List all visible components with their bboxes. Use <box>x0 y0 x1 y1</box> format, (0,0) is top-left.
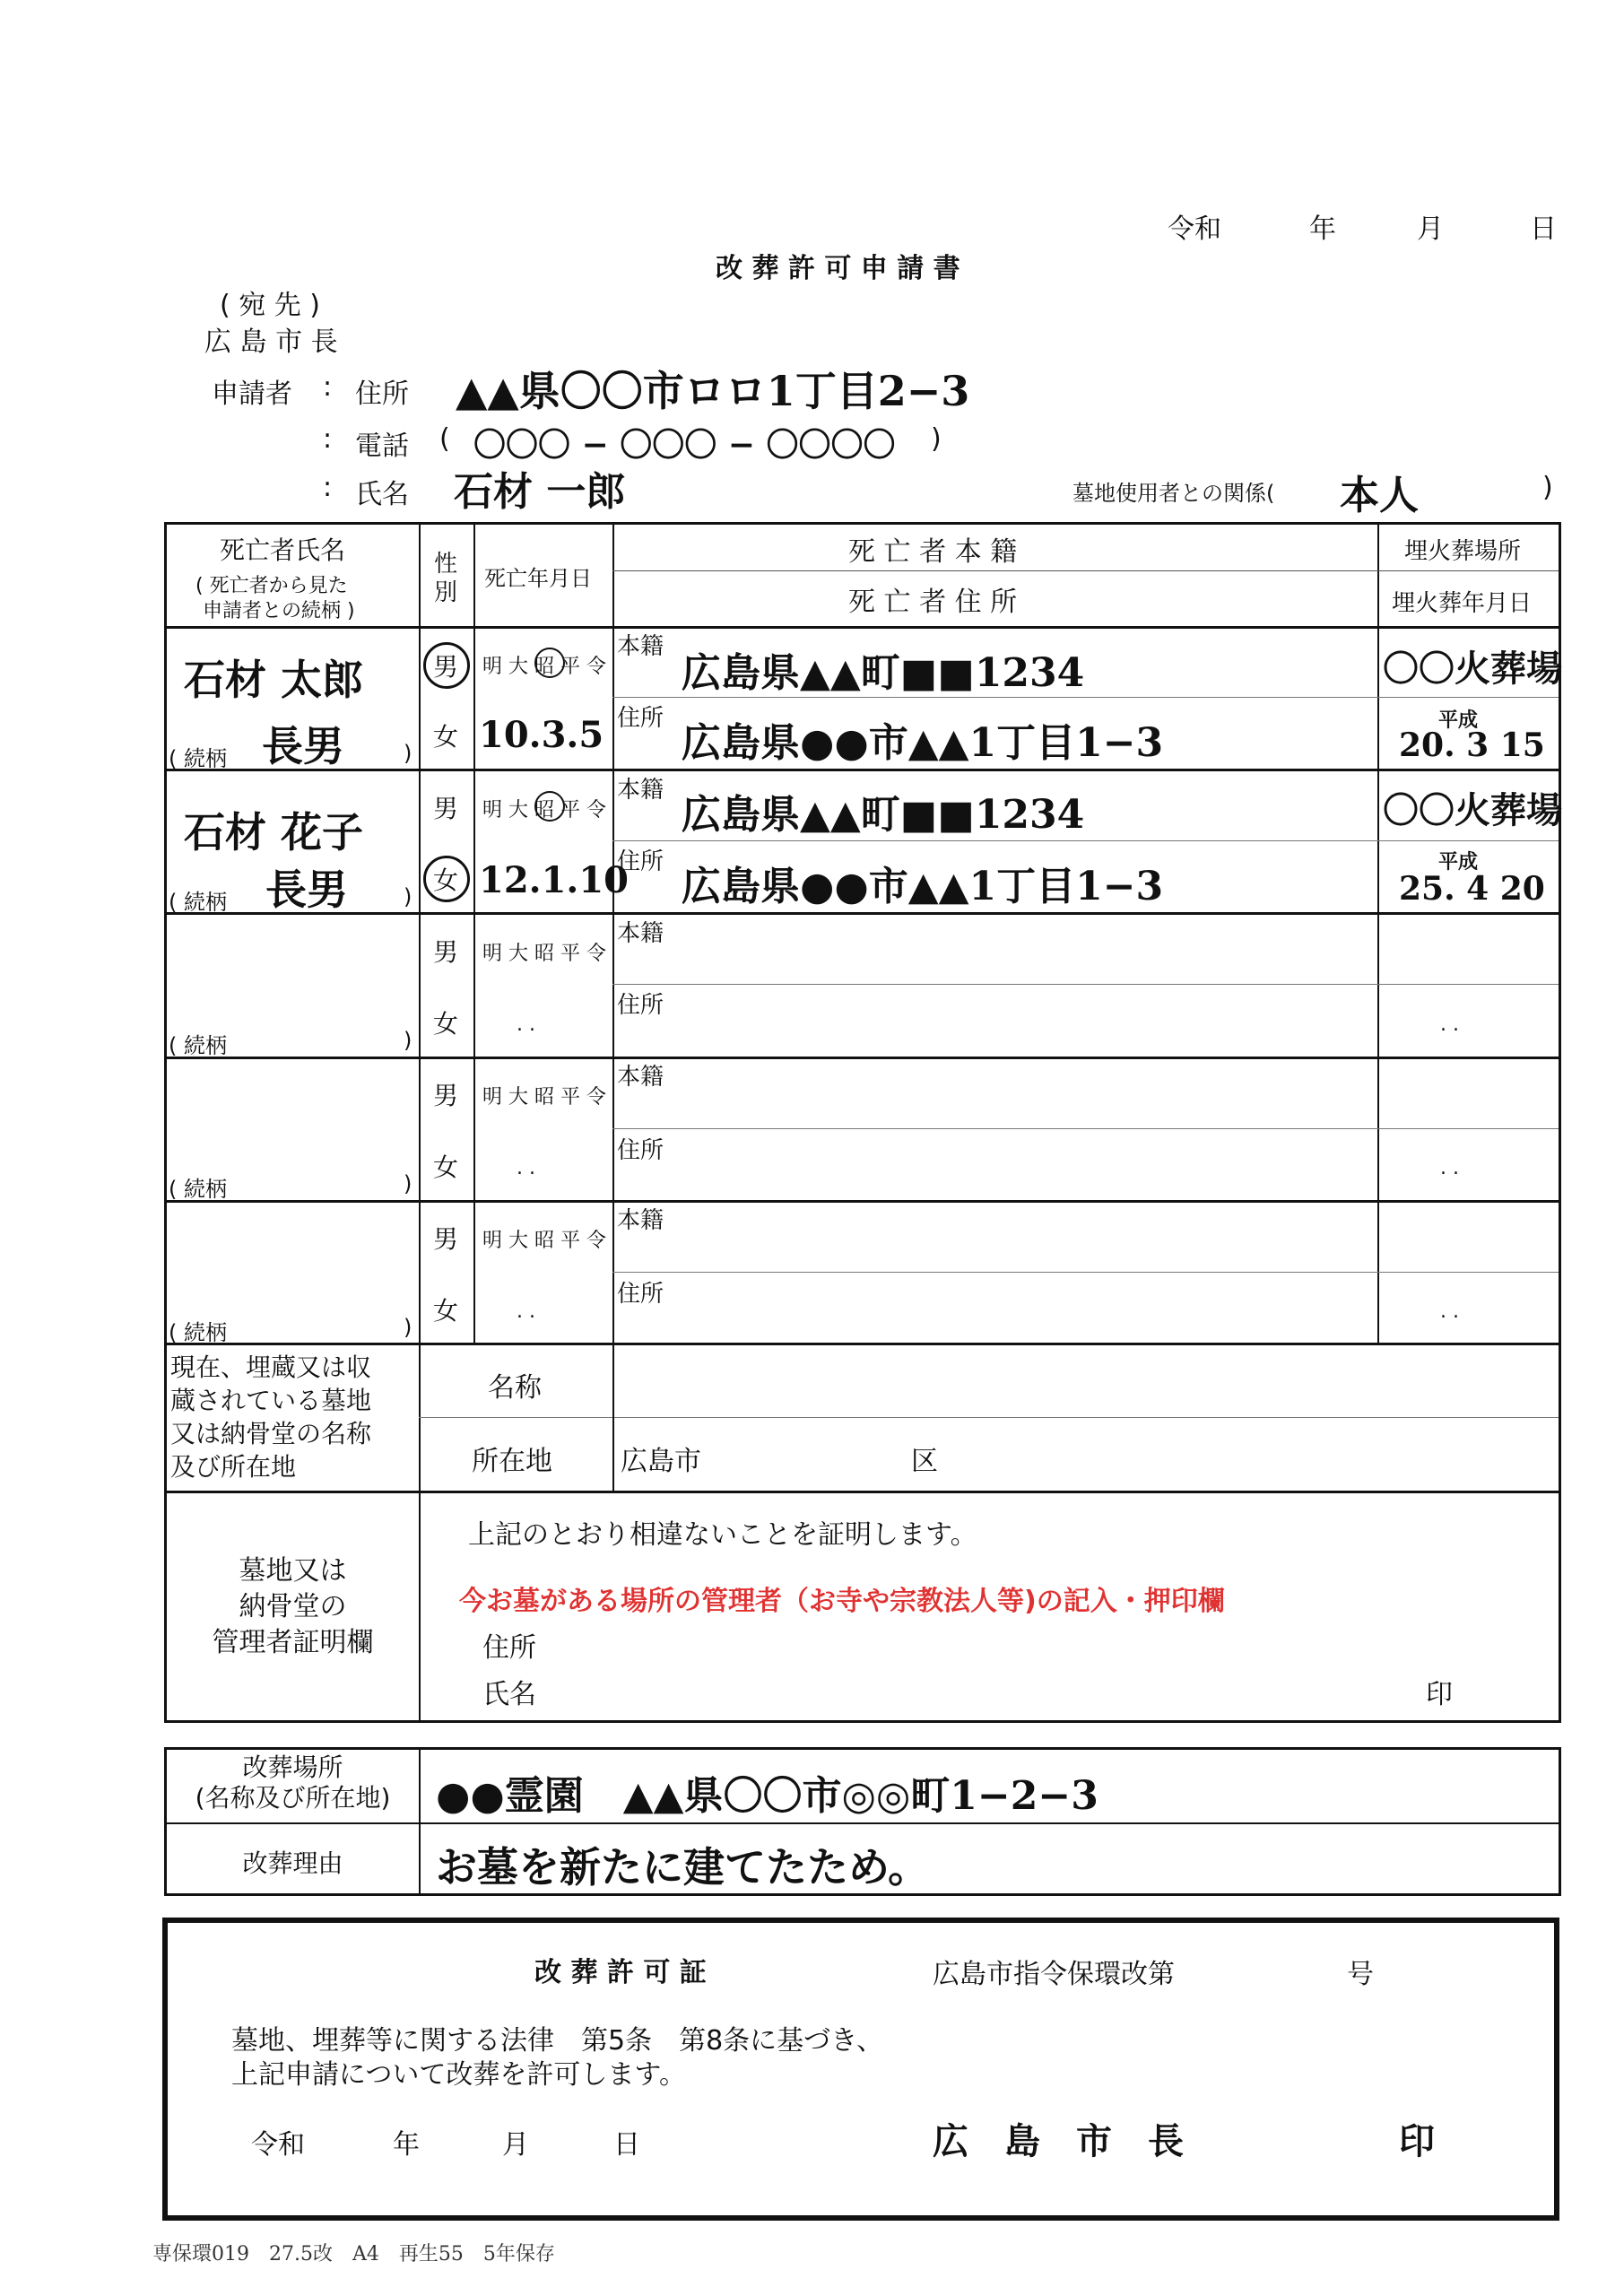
era-options: 明 大 昭 平 令 <box>482 1230 606 1252</box>
honseki-value: 広島県▲▲町■■1234 <box>682 792 1085 838</box>
current-grave-city: 広島市 <box>621 1446 701 1477</box>
burial-date-dots: . . <box>1440 1300 1459 1323</box>
death-date-value: 10.3.5 <box>479 714 604 756</box>
colon: : <box>323 371 333 403</box>
phone-close-paren: ) <box>931 423 942 455</box>
permit-title: 改 葬 許 可 証 <box>534 1957 707 1988</box>
death-date-value: 12.1.10 <box>479 859 630 901</box>
sex-male: 男 <box>433 652 459 682</box>
era-options: 明 大 昭 平 令 <box>482 799 606 822</box>
relation-suffix: ) <box>404 884 413 909</box>
relation-prefix: ( 続柄 <box>169 1033 227 1058</box>
applicant-label: 申請者 <box>212 378 292 410</box>
date-day: 日 <box>1530 213 1557 245</box>
sex-male: 男 <box>433 794 459 823</box>
manager-seal: 印 <box>1426 1679 1453 1710</box>
relation-close-paren: ) <box>1542 472 1553 503</box>
current-grave-label: 現在、埋蔵又は収 蔵されている墓地 又は納骨堂の名称 及び所在地 <box>170 1352 372 1482</box>
relation-value: 本人 <box>1340 473 1419 518</box>
th-deceased-name: 死亡者氏名 <box>220 535 346 565</box>
phone-open-paren: ( <box>439 423 450 455</box>
current-grave-ward: 区 <box>911 1446 938 1477</box>
address-label: 住所 <box>617 705 664 732</box>
relation-prefix: ( 続柄 <box>169 1177 227 1202</box>
page-title: 改 葬 許 可 申 請 書 <box>716 253 960 284</box>
sex-female: 女 <box>433 865 459 895</box>
permit-mayor: 広 島 市 長 <box>933 2121 1184 2162</box>
relation-suffix: ) <box>404 1315 413 1340</box>
sex-female: 女 <box>433 1296 459 1326</box>
relation-suffix: ) <box>404 1028 413 1053</box>
applicant-phone-value: 〇〇〇 − 〇〇〇 − 〇〇〇〇 <box>473 426 896 464</box>
honseki-label: 本籍 <box>617 633 664 660</box>
manager-statement: 上記のとおり相違ないことを証明します。 <box>468 1519 977 1551</box>
burial-era-value: 平成 <box>1438 850 1479 874</box>
date-dots: . . <box>517 1300 535 1323</box>
phone-label: 電話 <box>355 430 409 462</box>
burial-date-dots: . . <box>1440 1157 1459 1179</box>
burial-place-value: 〇〇火葬場 <box>1383 648 1562 690</box>
burial-era-value: 平成 <box>1438 709 1479 732</box>
colon: : <box>323 423 333 455</box>
address-label: 住所 <box>617 848 664 875</box>
applicant-name-value: 石材 一郎 <box>454 469 626 515</box>
date-dots: . . <box>517 1157 535 1179</box>
th-burial-place: 埋火葬場所 <box>1404 538 1522 565</box>
manager-address-label: 住所 <box>482 1632 536 1664</box>
permit-text-1: 墓地、埋葬等に関する法律 第5条 第8条に基づき、 <box>231 2025 883 2057</box>
address-label: 住所 <box>617 1281 664 1308</box>
th-relation-note: ( 死亡者から見た <box>195 575 348 597</box>
honseki-label: 本籍 <box>617 920 664 947</box>
sex-male: 男 <box>433 937 459 967</box>
manager-instruction: 今お墓がある場所の管理者（お寺や宗教法人等)の記入・押印欄 <box>459 1586 1225 1617</box>
permit-seal: 印 <box>1399 2121 1435 2162</box>
relation-suffix: ) <box>404 741 413 766</box>
applicant-address-value: ▲▲県〇〇市ロロ1丁目2−3 <box>456 367 970 415</box>
address-label: 住所 <box>617 1137 664 1164</box>
permit-date-year: 年 <box>393 2129 420 2161</box>
honseki-label: 本籍 <box>617 1064 664 1091</box>
permit-date-month: 月 <box>502 2129 529 2161</box>
honseki-value: 広島県▲▲町■■1234 <box>682 650 1085 696</box>
relation-value: 長男 <box>262 722 344 770</box>
sex-female: 女 <box>433 1009 459 1039</box>
th-address: 死 亡 者 住 所 <box>848 587 1018 618</box>
sex-female: 女 <box>433 722 459 752</box>
burial-date-value: 25. 4 20 <box>1399 870 1545 908</box>
permit-text-2: 上記申請について改葬を許可します。 <box>231 2059 686 2091</box>
burial-date-value: 20. 3 15 <box>1399 726 1545 764</box>
permit-date-era: 令和 <box>251 2129 305 2161</box>
date-month: 月 <box>1417 213 1444 245</box>
date-dots: . . <box>517 1013 535 1036</box>
permit-date-day: 日 <box>613 2129 640 2161</box>
th-sex-2: 別 <box>434 579 458 606</box>
relation-prefix: ( 続柄 <box>169 746 227 771</box>
th-death-date: 死亡年月日 <box>484 566 592 591</box>
relation-value: 長男 <box>265 865 348 914</box>
burial-place-value: 〇〇火葬場 <box>1383 789 1562 831</box>
sex-male: 男 <box>433 1081 459 1110</box>
colon: : <box>323 472 333 503</box>
name-label: 氏名 <box>355 479 409 510</box>
relation-prefix: ( 続柄 <box>169 890 227 915</box>
deceased-name: 石材 太郎 <box>184 656 364 704</box>
sex-male: 男 <box>433 1224 459 1254</box>
permit-number-label: 広島市指令保環改第 <box>933 1959 1175 1990</box>
era-options: 明 大 昭 平 令 <box>482 943 606 965</box>
date-year: 年 <box>1309 213 1336 245</box>
address-value: 広島県●●市▲▲1丁目1−3 <box>682 720 1164 766</box>
burial-date-dots: . . <box>1440 1013 1459 1036</box>
address-label: 住所 <box>617 992 664 1019</box>
th-sex: 性 <box>434 551 458 578</box>
th-burial-date: 埋火葬年月日 <box>1392 590 1533 617</box>
addressee: 広 島 市 長 <box>204 326 338 358</box>
reburial-reason-label: 改葬理由 <box>242 1848 343 1878</box>
honseki-label: 本籍 <box>617 1207 664 1234</box>
relation-prefix: ( 続柄 <box>169 1320 227 1345</box>
era-options: 明 大 昭 平 令 <box>482 656 606 678</box>
address-label: 住所 <box>355 378 409 410</box>
current-grave-name-label: 名称 <box>488 1372 542 1404</box>
manager-name-label: 氏名 <box>482 1679 536 1710</box>
permit-number-suffix: 号 <box>1347 1959 1374 1990</box>
th-honseki: 死 亡 者 本 籍 <box>848 536 1018 568</box>
current-grave-location-label: 所在地 <box>472 1446 552 1477</box>
manager-cert-label: 墓地又は 納骨堂の 管理者証明欄 <box>212 1555 374 1658</box>
sex-female: 女 <box>433 1152 459 1182</box>
era-options: 明 大 昭 平 令 <box>482 1086 606 1109</box>
deceased-name: 石材 花子 <box>184 808 364 857</box>
date-era: 令和 <box>1168 213 1221 245</box>
relation-suffix: ) <box>404 1171 413 1196</box>
reburial-reason-value: お墓を新たに建てたため。 <box>436 1843 930 1892</box>
reburial-place-value: ●●霊園 ▲▲県〇〇市◎◎町1−2−3 <box>436 1773 1099 1819</box>
th-relation-note-2: 申請者との続柄 ) <box>203 600 355 622</box>
address-value: 広島県●●市▲▲1丁目1−3 <box>682 864 1164 909</box>
honseki-label: 本籍 <box>617 777 664 804</box>
footer-code: 専保環019 27.5改 A4 再生55 5年保存 <box>152 2243 555 2266</box>
relation-label: 墓地使用者との関係( <box>1073 481 1275 506</box>
reburial-place-label: 改葬場所 (名称及び所在地) <box>195 1752 391 1813</box>
addressee-label: ( 宛 先 ) <box>220 290 321 321</box>
